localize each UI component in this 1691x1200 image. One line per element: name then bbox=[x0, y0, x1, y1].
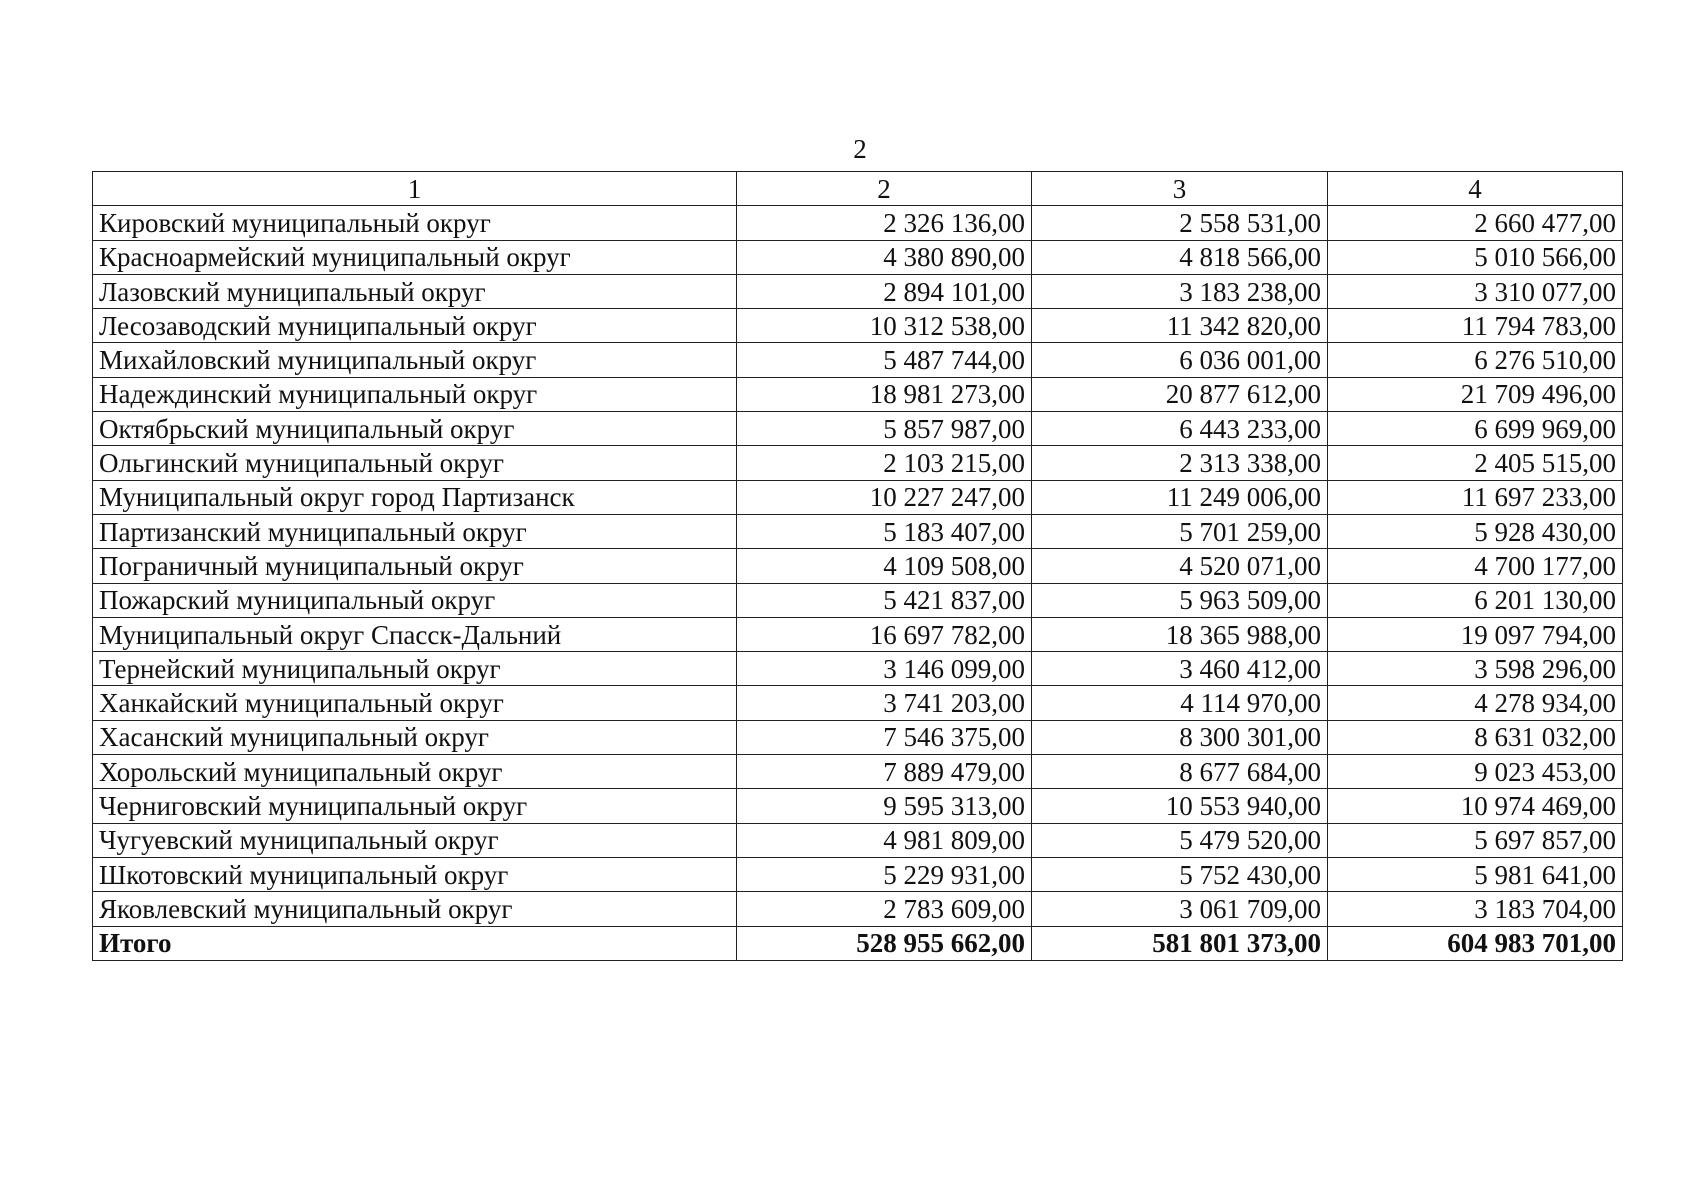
column-header: 1 bbox=[93, 172, 737, 206]
municipality-name-cell: Муниципальный округ Спасск-Дальний bbox=[93, 617, 737, 651]
value-cell-col3: 2 313 338,00 bbox=[1032, 446, 1328, 480]
municipality-name-cell: Пограничный муниципальный округ bbox=[93, 549, 737, 583]
municipality-name-cell: Октябрьский муниципальный округ bbox=[93, 412, 737, 446]
value-cell-col3: 6 443 233,00 bbox=[1032, 412, 1328, 446]
value-cell-col3: 3 061 709,00 bbox=[1032, 892, 1328, 926]
value-cell-col2: 5 183 407,00 bbox=[737, 514, 1032, 548]
value-cell-col4: 8 631 032,00 bbox=[1328, 720, 1623, 754]
table-row bbox=[93, 549, 1623, 583]
column-header: 3 bbox=[1032, 172, 1328, 206]
table-row bbox=[93, 309, 1623, 343]
value-cell-col2: 10 227 247,00 bbox=[737, 480, 1032, 514]
table-row bbox=[93, 789, 1623, 823]
table-row bbox=[93, 583, 1623, 617]
value-cell-col3: 4 520 071,00 bbox=[1032, 549, 1328, 583]
value-cell-col3: 11 342 820,00 bbox=[1032, 309, 1328, 343]
table-row bbox=[93, 823, 1623, 857]
value-cell-col4: 3 598 296,00 bbox=[1328, 652, 1623, 686]
value-cell-col2: 4 981 809,00 bbox=[737, 823, 1032, 857]
municipality-name-cell: Яковлевский муниципальный округ bbox=[93, 892, 737, 926]
municipality-name-cell: Кировский муниципальный округ bbox=[93, 206, 737, 240]
municipality-name-cell: Лазовский муниципальный округ bbox=[93, 274, 737, 308]
value-cell-col3: 5 701 259,00 bbox=[1032, 514, 1328, 548]
municipality-name-cell: Черниговский муниципальный округ bbox=[93, 789, 737, 823]
table-row bbox=[93, 514, 1623, 548]
value-cell-col4: 4 700 177,00 bbox=[1328, 549, 1623, 583]
table-row bbox=[93, 206, 1623, 240]
value-cell-col2: 7 546 375,00 bbox=[737, 720, 1032, 754]
value-cell-col4: 5 697 857,00 bbox=[1328, 823, 1623, 857]
value-cell-col4: 10 974 469,00 bbox=[1328, 789, 1623, 823]
value-cell-col3: 4 818 566,00 bbox=[1032, 240, 1328, 274]
value-cell-col4: 19 097 794,00 bbox=[1328, 617, 1623, 651]
value-cell-col4: 9 023 453,00 bbox=[1328, 755, 1623, 789]
value-cell-col3: 6 036 001,00 bbox=[1032, 343, 1328, 377]
table-row bbox=[93, 652, 1623, 686]
value-cell-col2: 2 103 215,00 bbox=[737, 446, 1032, 480]
value-cell-col3: 5 963 509,00 bbox=[1032, 583, 1328, 617]
table-row bbox=[93, 343, 1623, 377]
value-cell-col4: 3 183 704,00 bbox=[1328, 892, 1623, 926]
value-cell-col4: 2 405 515,00 bbox=[1328, 446, 1623, 480]
value-cell-col2: 3 741 203,00 bbox=[737, 686, 1032, 720]
total-row bbox=[93, 926, 1623, 960]
value-cell-col2: 7 889 479,00 bbox=[737, 755, 1032, 789]
value-cell-col3: 3 460 412,00 bbox=[1032, 652, 1328, 686]
table-row bbox=[93, 720, 1623, 754]
table-row bbox=[93, 274, 1623, 308]
municipality-name-cell: Чугуевский муниципальный округ bbox=[93, 823, 737, 857]
value-cell-col4: 5 928 430,00 bbox=[1328, 514, 1623, 548]
value-cell-col3: 5 479 520,00 bbox=[1032, 823, 1328, 857]
table-row bbox=[93, 892, 1623, 926]
value-cell-col4: 21 709 496,00 bbox=[1328, 377, 1623, 411]
value-cell-col3: 3 183 238,00 bbox=[1032, 274, 1328, 308]
value-cell-col3: 581 801 373,00 bbox=[1032, 926, 1328, 960]
municipality-name-cell: Хасанский муниципальный округ bbox=[93, 720, 737, 754]
municipality-name-cell: Ольгинский муниципальный округ bbox=[93, 446, 737, 480]
municipality-name-cell: Итого bbox=[93, 926, 737, 960]
value-cell-col4: 5 981 641,00 bbox=[1328, 857, 1623, 891]
value-cell-col2: 5 857 987,00 bbox=[737, 412, 1032, 446]
column-header: 4 bbox=[1328, 172, 1623, 206]
value-cell-col4: 6 699 969,00 bbox=[1328, 412, 1623, 446]
value-cell-col3: 11 249 006,00 bbox=[1032, 480, 1328, 514]
municipality-name-cell: Лесозаводский муниципальный округ bbox=[93, 309, 737, 343]
value-cell-col4: 6 201 130,00 bbox=[1328, 583, 1623, 617]
value-cell-col2: 9 595 313,00 bbox=[737, 789, 1032, 823]
municipality-name-cell: Михайловский муниципальный округ bbox=[93, 343, 737, 377]
value-cell-col3: 18 365 988,00 bbox=[1032, 617, 1328, 651]
value-cell-col2: 5 229 931,00 bbox=[737, 857, 1032, 891]
value-cell-col3: 2 558 531,00 bbox=[1032, 206, 1328, 240]
municipality-name-cell: Красноармейский муниципальный округ bbox=[93, 240, 737, 274]
value-cell-col3: 4 114 970,00 bbox=[1032, 686, 1328, 720]
value-cell-col4: 2 660 477,00 bbox=[1328, 206, 1623, 240]
column-header: 2 bbox=[737, 172, 1032, 206]
column-number-row bbox=[93, 172, 1623, 206]
municipality-name-cell: Шкотовский муниципальный округ bbox=[93, 857, 737, 891]
value-cell-col2: 2 326 136,00 bbox=[737, 206, 1032, 240]
value-cell-col3: 8 677 684,00 bbox=[1032, 755, 1328, 789]
table-row bbox=[93, 240, 1623, 274]
value-cell-col4: 3 310 077,00 bbox=[1328, 274, 1623, 308]
value-cell-col4: 11 697 233,00 bbox=[1328, 480, 1623, 514]
value-cell-col2: 2 894 101,00 bbox=[737, 274, 1032, 308]
value-cell-col2: 16 697 782,00 bbox=[737, 617, 1032, 651]
municipality-name-cell: Хорольский муниципальный округ bbox=[93, 755, 737, 789]
value-cell-col2: 4 109 508,00 bbox=[737, 549, 1032, 583]
municipality-name-cell: Партизанский муниципальный округ bbox=[93, 514, 737, 548]
municipality-name-cell: Надеждинский муниципальный округ bbox=[93, 377, 737, 411]
value-cell-col2: 3 146 099,00 bbox=[737, 652, 1032, 686]
table-row bbox=[93, 857, 1623, 891]
page-number: 2 bbox=[853, 134, 867, 164]
value-cell-col4: 6 276 510,00 bbox=[1328, 343, 1623, 377]
table-row bbox=[93, 412, 1623, 446]
municipality-name-cell: Тернейский муниципальный округ bbox=[93, 652, 737, 686]
value-cell-col2: 2 783 609,00 bbox=[737, 892, 1032, 926]
value-cell-col3: 10 553 940,00 bbox=[1032, 789, 1328, 823]
value-cell-col2: 4 380 890,00 bbox=[737, 240, 1032, 274]
table-row bbox=[93, 480, 1623, 514]
value-cell-col3: 20 877 612,00 bbox=[1032, 377, 1328, 411]
value-cell-col4: 11 794 783,00 bbox=[1328, 309, 1623, 343]
table-row bbox=[93, 755, 1623, 789]
value-cell-col4: 4 278 934,00 bbox=[1328, 686, 1623, 720]
value-cell-col3: 8 300 301,00 bbox=[1032, 720, 1328, 754]
value-cell-col2: 10 312 538,00 bbox=[737, 309, 1032, 343]
table-row bbox=[93, 686, 1623, 720]
municipality-name-cell: Пожарский муниципальный округ bbox=[93, 583, 737, 617]
value-cell-col2: 5 487 744,00 bbox=[737, 343, 1032, 377]
value-cell-col2: 5 421 837,00 bbox=[737, 583, 1032, 617]
value-cell-col2: 528 955 662,00 bbox=[737, 926, 1032, 960]
table-row bbox=[93, 446, 1623, 480]
value-cell-col2: 18 981 273,00 bbox=[737, 377, 1032, 411]
table-body bbox=[93, 206, 1623, 961]
value-cell-col4: 5 010 566,00 bbox=[1328, 240, 1623, 274]
table-row bbox=[93, 617, 1623, 651]
municipality-name-cell: Муниципальный округ город Партизанск bbox=[93, 480, 737, 514]
value-cell-col4: 604 983 701,00 bbox=[1328, 926, 1623, 960]
table-row bbox=[93, 377, 1623, 411]
value-cell-col3: 5 752 430,00 bbox=[1032, 857, 1328, 891]
municipality-name-cell: Ханкайский муниципальный округ bbox=[93, 686, 737, 720]
budget-table bbox=[92, 171, 1623, 961]
